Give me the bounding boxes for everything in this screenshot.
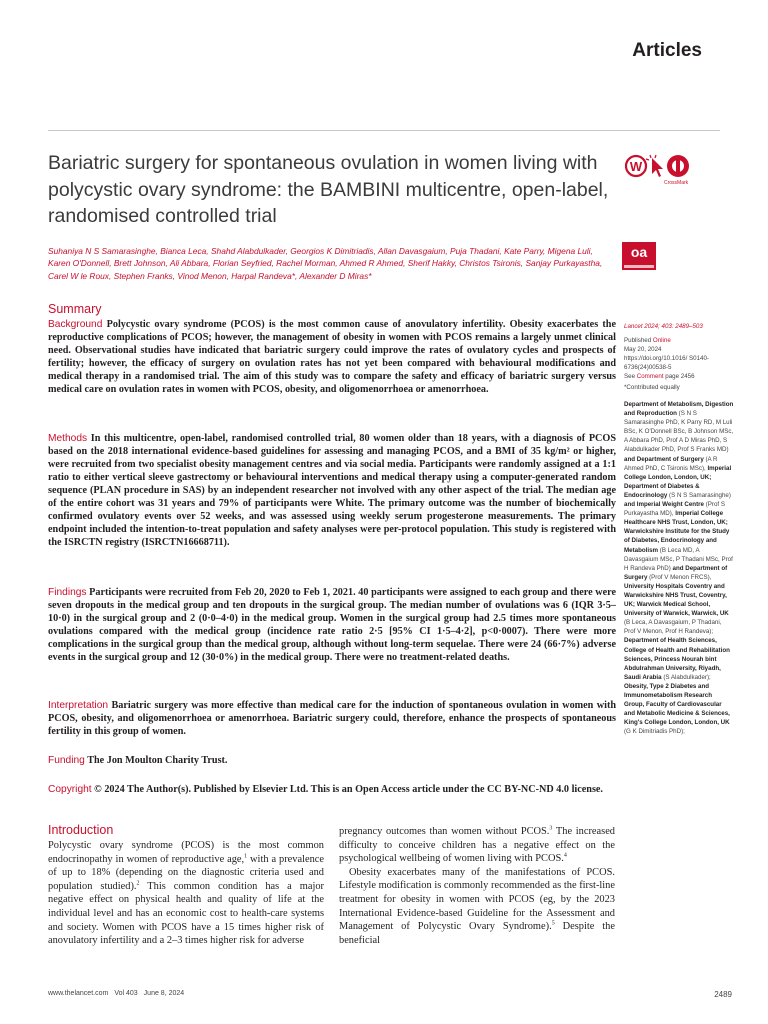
oa-badge-label: oa: [630, 244, 648, 260]
click-cursor-icon[interactable]: [646, 155, 663, 177]
published-online: Published Online: [624, 337, 671, 344]
abstract-background-label: Background: [48, 319, 103, 330]
reference-link[interactable]: 4: [563, 852, 567, 859]
affiliation-authors: (S N S Samarasinghe PhD, K Parry RD, M Luli BSc, K O'Donnell BSc, B Johnson MSc, A Abbara PhD, Prof A D Miras PhD, S Alabdulkader PhD, Prof S Franks MD): [624, 410, 734, 454]
abstract-methods-text: In this multicentre, open-label, randomised controlled trial, 80 women older than 18 years, with a diagnosis of PCOS based on the 2018 international evidence-based guidelines for assessing and managing PCOS, and a BMI of 35 kg/m² or higher, were recruited from two specialist obesity management centres and via social media. Participants were randomly assigned at a 1:1 ratio to either vertical sleeve gastrectomy or behavioural interventions and medical therapy using a computer-generated random sequence (PLAN procedure in SAS) by an independent researcher not involved with any other aspect of the trial. The median age of the entire cohort was 31 years and 79% of participants were White. The primary outcome was the number of biochemically confirmed ovulatory events over 52 weeks, and was assessed using weekly serum progesterone measurements. The primary endpoint included the intention-to-treat population and safety analyses were per-protocol population. This study is registered with the ISRCTN registry (ISRCTN16668711).: [48, 433, 616, 549]
introduction-column-1: [48, 839, 324, 948]
comment-link[interactable]: Comment: [636, 373, 664, 381]
contributed-note: *Contributed equally: [624, 384, 680, 392]
intro-text: pregnancy outcomes than women without PCOS.: [339, 826, 550, 837]
publication-date: May 20, 2024: [624, 346, 662, 354]
abstract-funding-label: Funding: [48, 755, 85, 766]
introduction-column-2: [339, 825, 615, 947]
abstract-interpretation-label: Interpretation: [48, 700, 109, 711]
affiliation-authors: (S Alabdulkader);: [661, 673, 711, 681]
affiliation-name: Imperial College London, London, UK; Department of Diabetes & Endocrinology: [624, 464, 732, 499]
reference-link[interactable]: 3: [549, 825, 553, 832]
abstract-methods-label: Methods: [48, 433, 88, 444]
abstract-findings-label: Findings: [48, 587, 87, 598]
open-access-w-icon[interactable]: [626, 156, 646, 176]
affiliation-name: Department of Health Sciences, College of Health and Rehabilitation Sciences, Princess Nourah bint Abdulrahman University, Riyadh, Saudi Arabia: [624, 637, 730, 681]
journal-website-link[interactable]: www.thelancet.com: [48, 990, 109, 997]
intro-text: Despite the beneficial: [339, 921, 615, 946]
intro-text: with a prevalence of up to 18% (depending on the diagnostic criteria used and population studied).: [48, 853, 324, 892]
abstract-funding: [48, 754, 616, 767]
introduction-heading: Introduction: [48, 823, 114, 837]
publication-info: [624, 336, 734, 393]
affiliation-name: and Department of Surgery: [624, 564, 728, 581]
abstract-copyright-text: © 2024 The Author(s). Published by Elsevier Ltd. This is an Open Access article under the CC BY-NC-ND 4.0 license.: [94, 784, 603, 795]
header-rule: [48, 130, 720, 131]
affiliation-name: University Hospitals Coventry and Warwickshire NHS Trust, Coventry, UK; Warwick Medical School, University of Warwick, Warwick, UK: [624, 582, 729, 618]
abstract-funding-text: The Jon Moulton Charity Trust.: [87, 755, 228, 766]
affiliation-authors: (B Leca MD, A Davasgaium MSc, P Thadani MSc, Prof H Randeva PhD): [624, 546, 733, 572]
affiliation-authors: (G K Dimitriadis PhD);: [624, 728, 685, 736]
abstract-methods: [48, 432, 616, 549]
page-number: 2489: [714, 990, 732, 999]
reference-link[interactable]: 2: [136, 880, 140, 887]
intro-text: Polycystic ovary syndrome (PCOS) is the most common endocrinopathy in women of reproductive age,: [48, 840, 324, 865]
reference-link[interactable]: 1: [244, 853, 248, 860]
crossmark-icon[interactable]: [667, 155, 689, 177]
crossmark-label: CrossMark: [664, 180, 689, 186]
journal-citation: Lancet 2024; 403: 2489–503: [624, 323, 703, 330]
open-access-badge[interactable]: [622, 242, 656, 270]
online-link[interactable]: Online: [652, 337, 671, 344]
summary-heading: Summary: [48, 302, 102, 316]
oa-badge-stripe: [624, 265, 654, 268]
intro-text: This common condition has a major negative effect on physical health and quality of life at the individual level and has an economic cost to health-care systems and society. Women with PCOS have a 15 times higher risk of anovulatory infertility and a 2–3 times higher risk for adverse: [48, 880, 324, 947]
affiliations: [624, 400, 734, 736]
affiliation-name: Obesity, Type 2 Diabetes and Immunometabolism Research Group, Faculty of Cardiovascular and Metabolic Medicine & Sciences, King's College London, London, UK: [624, 682, 730, 727]
abstract-copyright-label: Copyright: [48, 784, 92, 795]
abstract-background-text: Polycystic ovary syndrome (PCOS) is the most common cause of anovulatory infertility. Obesity exacerbates the reproductive complications of PCOS; however, the management of obesity in women with PCOS remains a largely unmet clinical need. Observational studies have indicated that bariatric surgery could improve the rates of ovulatory cycles and prospects of fertility; however, the efficacy of surgery on ovulation rates has not yet been compared with behavioural modifications and medical therapy in a randomised trial. The aim of this study was to compare the safety and efficacy of bariatric surgery versus medical care on ovulation rates in women with PCOS, obesity, and oligomenorrhoea or amenorrhoea.: [48, 319, 616, 396]
see-comment: See Comment page 2456: [624, 373, 695, 381]
author-list: Suhaniya N S Samarasinghe, Bianca Leca, Shahd Alabdulkader, Georgios K Dimitriadis, Allan Davasgaium, Puja Thadani, Kate Parry, Migena Luli, Karen O'Donnell, Brett Johnson, Ali Abbara, Florian Seyfried, Rachel Morman, Ahmed R Ahmed, Sherif Hakky, Christos Tsironis, Sanjay Purkayastha, Carel W le Roux, Stephen Franks, Vinod Menon, Harpal Randeva*, Alexander D Miras*: [48, 246, 603, 281]
abstract-findings-text: Participants were recruited from Feb 20, 2020 to Feb 1, 2021. 40 participants were assigned to each group and there were seven dropouts in the medical group and ten dropouts in the surgical group. The median number of ovulations was 6 (IQR 3·5–10·0) in the surgical group and 2 (0·0–4·0) in the medical group. Women in the surgical group had 2.5 times more spontaneous ovulations compared with the medical group (incidence rate ratio 2·5 [95% CI 1·5–4·2], p<0·0007). There were more complications in the surgical group than the medical group, although without long-term sequelae. There were 24 (66·7%) adverse events in the surgical group and 12 (30·0%) in the medical group. There were no treatment-related deaths.: [48, 587, 617, 664]
affiliation-authors: (B Leca, A Davasgaium, P Thadani, Prof V Menon, Prof H Randeva);: [624, 619, 722, 636]
affiliation-authors: (Prof V Menon FRCS),: [647, 573, 712, 581]
doi-link[interactable]: https://doi.org/10.1016/ S0140-6736(24)00538-5: [624, 355, 709, 372]
affiliation-name: Department of Metabolism, Digestion and Reproduction: [624, 401, 734, 418]
abstract-findings: [48, 586, 616, 664]
footer-journal-info: www.thelancet.com Vol 403 June 8, 2024: [48, 990, 185, 997]
affiliation-authors: (S N S Samarasinghe): [667, 491, 731, 499]
affiliation-name: Imperial College Healthcare NHS Trust, London, UK; Warwickshire Institute for the Study of Diabetes, Endocrinology and Metabolism: [624, 510, 730, 554]
abstract-background: [48, 318, 616, 396]
abstract-interpretation: [48, 699, 616, 738]
access-icons: [624, 152, 704, 192]
intro-text: The increased difficulty to conceive children has a negative effect on the psychological wellbeing of women living with PCOS.: [339, 826, 615, 865]
reference-link[interactable]: 5: [551, 920, 555, 927]
abstract-interpretation-text: Bariatric surgery was more effective than medical care for the induction of spontaneous ovulation in women with PCOS, obesity, and oligomenorrhoea or amenorrhoea. Bariatric surgery could, therefore, enhance the prospects of spontaneous fertility in this group of women.: [48, 700, 617, 738]
affiliation-authors: (Prof S Purkayastha MD),: [624, 501, 725, 518]
section-label: Articles: [632, 40, 702, 61]
affiliation-name: and Imperial Weight Centre: [624, 501, 704, 509]
affiliation-name: and Department of Surgery: [624, 455, 704, 463]
intro-text: Obesity exacerbates many of the manifestations of PCOS. Lifestyle modification is commonly recommended as the first-line treatment for obesity in women with PCOS (eg, by the 2023 International Evidence-based Guideline for the Assessment and Management of Polycystic Ovary Syndrome).: [339, 866, 615, 933]
article-title: Bariatric surgery for spontaneous ovulation in women living with polycystic ovary syndrome: the BAMBINI multicentre, open-label, randomised controlled trial: [48, 152, 609, 227]
article-badges: [624, 152, 704, 192]
svg-text:W: W: [629, 159, 643, 174]
affiliation-authors: (A R Ahmed PhD, C Tsironis MSc),: [624, 455, 718, 472]
abstract-copyright: [48, 783, 616, 796]
